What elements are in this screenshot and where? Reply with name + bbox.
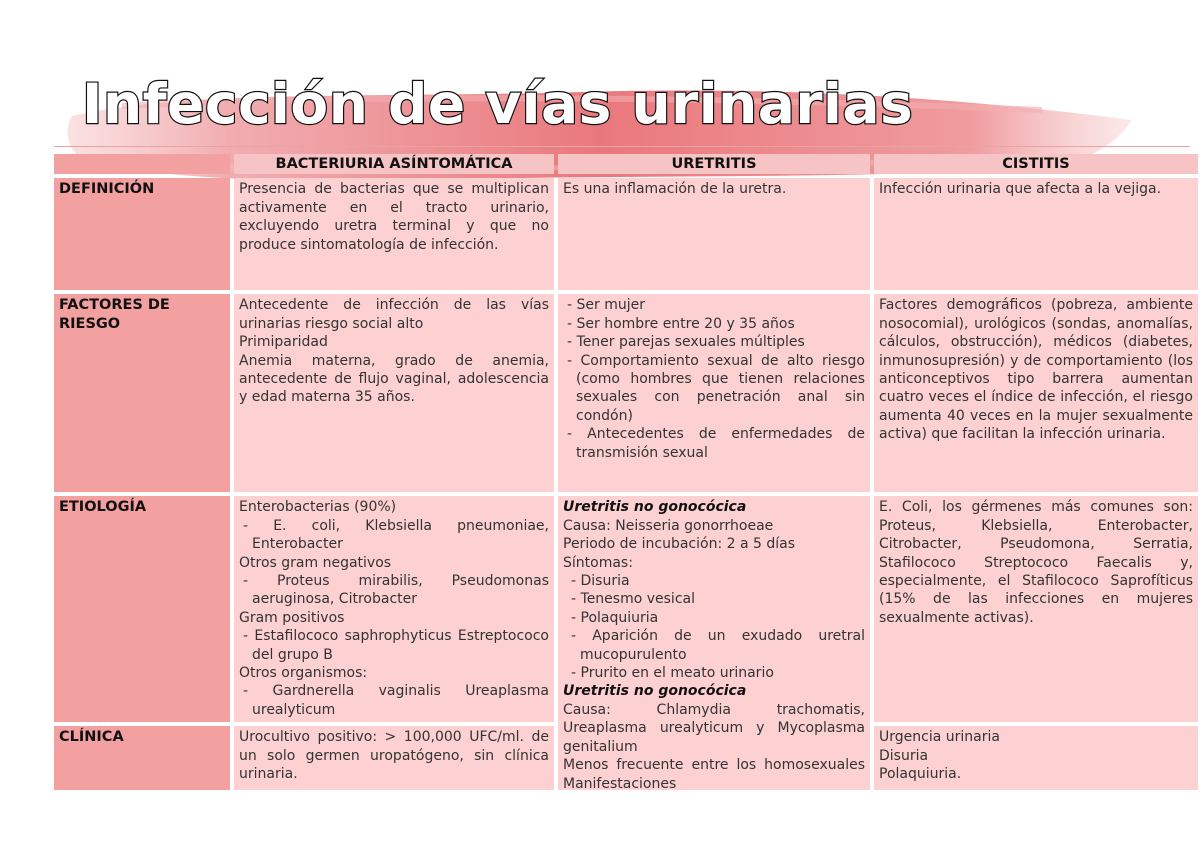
row-factores bbox=[54, 294, 1198, 492]
etiologia-clinica-uretritis bbox=[558, 496, 870, 790]
clinica-cistitis-line: Disuria bbox=[879, 747, 929, 764]
factores-uretritis bbox=[558, 294, 870, 492]
row-definicion bbox=[54, 178, 1198, 290]
factores-bacteriuria bbox=[234, 294, 554, 492]
list-item: - Prurito en el meato urinario bbox=[567, 664, 865, 682]
uretritis-sintomas-label: Síntomas: bbox=[563, 554, 633, 571]
column-header-cistitis: CISTITIS bbox=[874, 154, 1198, 174]
clinica-cistitis bbox=[874, 726, 1198, 790]
page-title: Infección de vías urinarias bbox=[82, 72, 914, 136]
row-label-factores: FACTORES DE RIESGO bbox=[54, 294, 230, 492]
uretritis-clipped-content bbox=[563, 498, 865, 788]
etiologia-group-label: Gram positivos bbox=[239, 609, 345, 626]
header-corner-cell bbox=[54, 154, 230, 174]
clinica-cistitis-line: Polaquiuria. bbox=[879, 765, 962, 782]
title-banner bbox=[0, 40, 1200, 160]
factores-uretritis-list bbox=[563, 296, 865, 462]
etiologia-list bbox=[239, 627, 549, 664]
uretritis-menos-frecuente: Menos frecuente entre los homosexuales Manifestaciones bbox=[563, 757, 865, 789]
row-label-etiologia: ETIOLOGÍA bbox=[54, 496, 230, 722]
list-item: - Ser mujer bbox=[563, 296, 865, 314]
clinica-cistitis-line: Urgencia urinaria bbox=[879, 729, 1000, 746]
list-item: - Comportamiento sexual de alto riesgo (como hombres que tienen relaciones sexuales con penetración anal sin condón) bbox=[563, 352, 865, 426]
list-item: - Ser hombre entre 20 y 35 años bbox=[563, 315, 865, 333]
etiologia-list bbox=[239, 682, 549, 719]
definicion-uretritis: Es una inflamación de la uretra. bbox=[558, 178, 870, 290]
row-label-definicion: DEFINICIÓN bbox=[54, 178, 230, 290]
list-item: - Disuria bbox=[567, 572, 865, 590]
etiologia-list bbox=[239, 572, 549, 609]
uretritis-periodo: Periodo de incubación: 2 a 5 días bbox=[563, 536, 796, 553]
list-item: - Estafilococo saphrophyticus Estreptococo del grupo B bbox=[239, 627, 549, 664]
factores-cistitis: Factores demográficos (pobreza, ambiente nosocomial), urológicos (sondas, anomalías, cálculos, obstrucción), médicos (diabetes, inmunosupresión) y de comportamiento (los anticonceptivos tipo barrera aumentan cuatro veces el índice de infección, el riesgo aumenta 40 veces en la mujer sexualmente activa) que facilitan la infección urinaria. bbox=[874, 294, 1198, 492]
column-header-bacteriuria: BACTERIURIA ASÍNTOMÁTICA bbox=[234, 154, 554, 174]
row-label-clinica: CLÍNICA bbox=[54, 726, 230, 790]
etiologia-list bbox=[239, 517, 549, 554]
column-header-uretritis: URETRITIS bbox=[558, 154, 870, 174]
etiologia-group-label: Otros gram negativos bbox=[239, 554, 392, 571]
factores-bacteriuria-line: Primiparidad bbox=[239, 334, 328, 351]
etiologia-bacteriuria bbox=[234, 496, 554, 722]
uretritis-subtitle: Uretritis no gonocócica bbox=[563, 499, 747, 516]
etiologia-group-label: Otros organismos: bbox=[239, 665, 368, 682]
comparison-table bbox=[50, 150, 1200, 794]
row-etiologia bbox=[54, 496, 1198, 722]
factores-bacteriuria-line: Anemia materna, grado de anemia, antecedente de flujo vaginal, adolescencia y edad materna 35 años. bbox=[239, 352, 549, 406]
definicion-bacteriuria: Presencia de bacterias que se multiplican activamente en el tracto urinario, excluyendo uretra terminal y que no produce sintomatología de infección. bbox=[234, 178, 554, 290]
list-item: - Polaquiuria bbox=[567, 609, 865, 627]
list-item: - Gardnerella vaginalis Ureaplasma urealyticum bbox=[239, 682, 549, 719]
uretritis-causa: Causa: Neisseria gonorrhoeae bbox=[563, 517, 774, 534]
etiologia-cistitis: E. Coli, los gérmenes más comunes son: Proteus, Klebsiella, Enterobacter, Citrobacter, Pseudomona, Serratia, Stafilococo Streptococo Faecalis y, especialmente, el Stafilococo Saprofíticus (15% de las infecciones en mujeres sexualmente activas). bbox=[874, 496, 1198, 722]
list-item: - E. coli, Klebsiella pneumoniae, Enterobacter bbox=[239, 517, 549, 554]
list-item: - Proteus mirabilis, Pseudomonas aeruginosa, Citrobacter bbox=[239, 572, 549, 609]
list-item: - Antecedentes de enfermedades de transmisión sexual bbox=[563, 425, 865, 462]
factores-bacteriuria-line: Antecedente de infección de las vías urinarias riesgo social alto bbox=[239, 297, 549, 332]
list-item: - Tener parejas sexuales múltiples bbox=[563, 333, 865, 351]
list-item: - Aparición de un exudado uretral mucopurulento bbox=[567, 627, 865, 664]
uretritis-causa: Causa: Chlamydia trachomatis, Ureaplasma urealyticum y Mycoplasma genitalium bbox=[563, 701, 865, 755]
definicion-cistitis: Infección urinaria que afecta a la vejiga. bbox=[874, 178, 1198, 290]
uretritis-subtitle: Uretritis no gonocócica bbox=[563, 683, 747, 700]
header-row bbox=[54, 154, 1198, 174]
list-item: - Tenesmo vesical bbox=[567, 590, 865, 608]
uretritis-sintomas-list bbox=[563, 572, 865, 682]
etiologia-group-label: Enterobacterias (90%) bbox=[239, 499, 397, 516]
title-divider bbox=[54, 146, 1190, 147]
clinica-bacteriuria: Urocultivo positivo: > 100,000 UFC/ml. de un solo germen uropatógeno, sin clínica urinaria. bbox=[234, 726, 554, 790]
